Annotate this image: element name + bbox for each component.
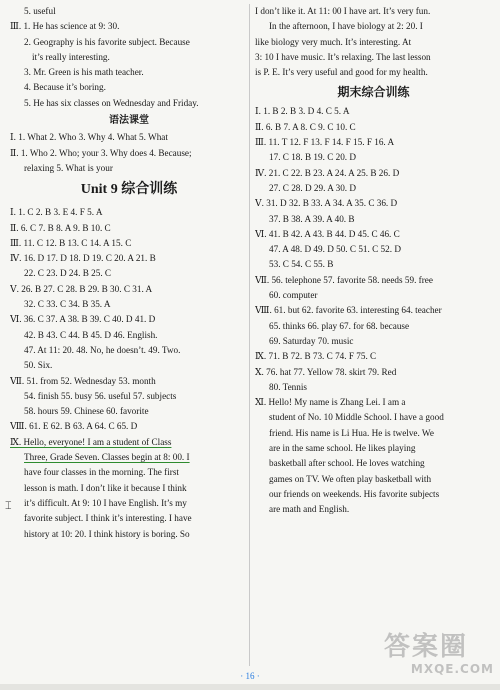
answer-line: Ⅳ. 16. D 17. D 18. D 19. C 20. A 21. B [10,253,156,264]
answer-line: 37. B 38. A 39. A 40. B [269,213,355,224]
essay-line: student of No. 10 Middle School. I have a good [269,412,444,423]
answer-line: it’s really interesting. [32,51,110,62]
answer-line: 58. hours 59. Chinese 60. favorite [24,406,149,417]
answer-line: 4. Because it’s boring. [24,82,106,93]
answer-line: Ⅲ. 11. T 12. F 13. F 14. F 15. F 16. A [255,137,395,148]
answer-line: Ⅶ. 51. from 52. Wednesday 53. month [10,375,156,386]
essay-line: our friends on weekends. His favorite subjects [269,488,440,499]
essay-line: Ⅺ. Hello! My name is Zhang Lei. I am a [255,397,406,408]
answer-line: Ⅳ. 21. C 22. B 23. A 24. A 25. B 26. D [255,167,400,178]
answer-line: 5. He has six classes on Wednesday and Friday. [24,97,199,108]
answer-line: Ⅱ. 6. C 7. B 8. A 9. B 10. C [10,222,111,233]
essay-line: basketball after school. He loves watching [269,458,425,469]
answer-line: Ⅴ. 31. D 32. B 33. A 34. A 35. C 36. D [255,198,398,209]
text-cursor-icon: ⌶ [5,500,12,512]
answer-line: 5. useful [24,6,56,16]
answer-line: 27. C 28. D 29. A 30. D [269,182,357,193]
right-column [255,4,492,518]
essay-line: favorite subject. I think it’s interesting. I have [24,513,192,524]
answer-line: 47. A 48. D 49. D 50. C 51. C 52. D [269,244,401,255]
answer-line: Ⅲ. 11. C 12. B 13. C 14. A 15. C [10,237,132,248]
essay-line: lesson is math. I don’t like it because I think [24,482,187,493]
answer-line: Ⅷ. 61. but 62. favorite 63. interesting 64. teacher [255,305,442,316]
column-divider [249,4,250,666]
answer-line: 47. At 11: 20. 48. No, he doesn’t. 49. Two. [24,344,181,355]
section-title-final: 期末综合训练 [337,85,410,100]
essay-line: 3: 10 I have music. It’s relaxing. The last lesson [255,51,431,62]
watermark-logo [384,632,494,684]
answer-line: 2. Geography is his favorite subject. Because [24,36,190,47]
answer-line: Ⅶ. 56. telephone 57. favorite 58. needs 59. free [255,274,433,285]
answer-line: Ⅹ. 76. hat 77. Yellow 78. skirt 79. Red [255,366,397,377]
watermark-text: 答案圈 [384,632,469,662]
answer-line: Ⅴ. 26. B 27. C 28. B 29. B 30. C 31. A [10,283,153,294]
answer-line: 60. computer [269,290,318,301]
answer-line: Ⅵ. 36. C 37. A 38. B 39. C 40. D 41. D [10,314,156,325]
answer-line: 65. thinks 66. play 67. for 68. because [269,320,410,331]
answer-line: 42. B 43. C 44. B 45. D 46. English. [24,329,158,340]
essay-line: I don’t like it. At 11: 00 I have art. It’s very fun. [255,6,431,16]
section-title-unit9: Unit 9 综合训练 [80,182,178,198]
page-number: · 16 · [240,671,260,681]
essay-line: like biology very much. It’s interesting. At [255,36,412,47]
answer-line: 69. Saturday 70. music [269,335,354,346]
answer-line: Ⅵ. 41. B 42. A 43. B 44. D 45. C 46. C [255,228,400,239]
essay-line: Ⅸ. Hello, everyone! I am a student of Class [10,436,172,447]
bottom-strip [0,684,500,690]
essay-line: In the afternoon, I have biology at 2: 20. I [269,21,423,32]
answer-line: Ⅰ. 1. What 2. Who 3. Why 4. What 5. What [10,132,168,143]
answer-line: Ⅰ. 1. B 2. B 3. D 4. C 5. A [255,106,350,117]
answer-line: Ⅲ. 1. He has science at 9: 30. [10,21,120,32]
essay-line: Three, Grade Seven. Classes begin at 8: 00. I [24,452,190,463]
answer-line: Ⅱ. 6. B 7. A 8. C 9. C 10. C [255,121,356,132]
answer-line: Ⅱ. 1. Who 2. Who; your 3. Why does 4. Because; [10,147,192,158]
answer-line: relaxing 5. What is your [24,162,113,173]
essay-line: are in the same school. He likes playing [269,443,416,454]
watermark-url: MXQE.COM [410,662,494,676]
answer-line: 3. Mr. Green is his math teacher. [24,67,144,78]
answer-line: 80. Tennis [269,381,307,392]
answer-line: 50. Six. [24,360,53,371]
answer-line: 17. C 18. B 19. C 20. D [269,152,357,163]
left-column [10,4,248,542]
answer-line: Ⅸ. 71. B 72. B 73. C 74. F 75. C [255,351,377,362]
essay-line: are math and English. [269,504,350,515]
answer-line: 54. finish 55. busy 56. useful 57. subjects [24,390,177,401]
essay-line: have four classes in the morning. The first [24,467,179,478]
essay-line: history at 10: 20. I think history is boring. So [24,528,190,539]
answer-line: Ⅰ. 1. C 2. B 3. E 4. F 5. A [10,207,103,218]
answer-line: 53. C 54. C 55. B [269,259,334,270]
essay-line: it’s difficult. At 9: 10 I have English. It’s my [24,497,187,508]
section-title-grammar: 语法课堂 [109,115,149,127]
answer-line: 32. C 33. C 34. B 35. A [24,299,111,310]
essay-line: games on TV. We often play basketball with [269,473,432,484]
answer-line: Ⅷ. 61. E 62. B 63. A 64. C 65. D [10,421,138,432]
answer-line: 22. C 23. D 24. B 25. C [24,268,112,279]
essay-line: is P. E. It’s very useful and good for my health. [255,67,428,78]
essay-line: friend. His name is Li Hua. He is twelve. We [269,427,434,438]
